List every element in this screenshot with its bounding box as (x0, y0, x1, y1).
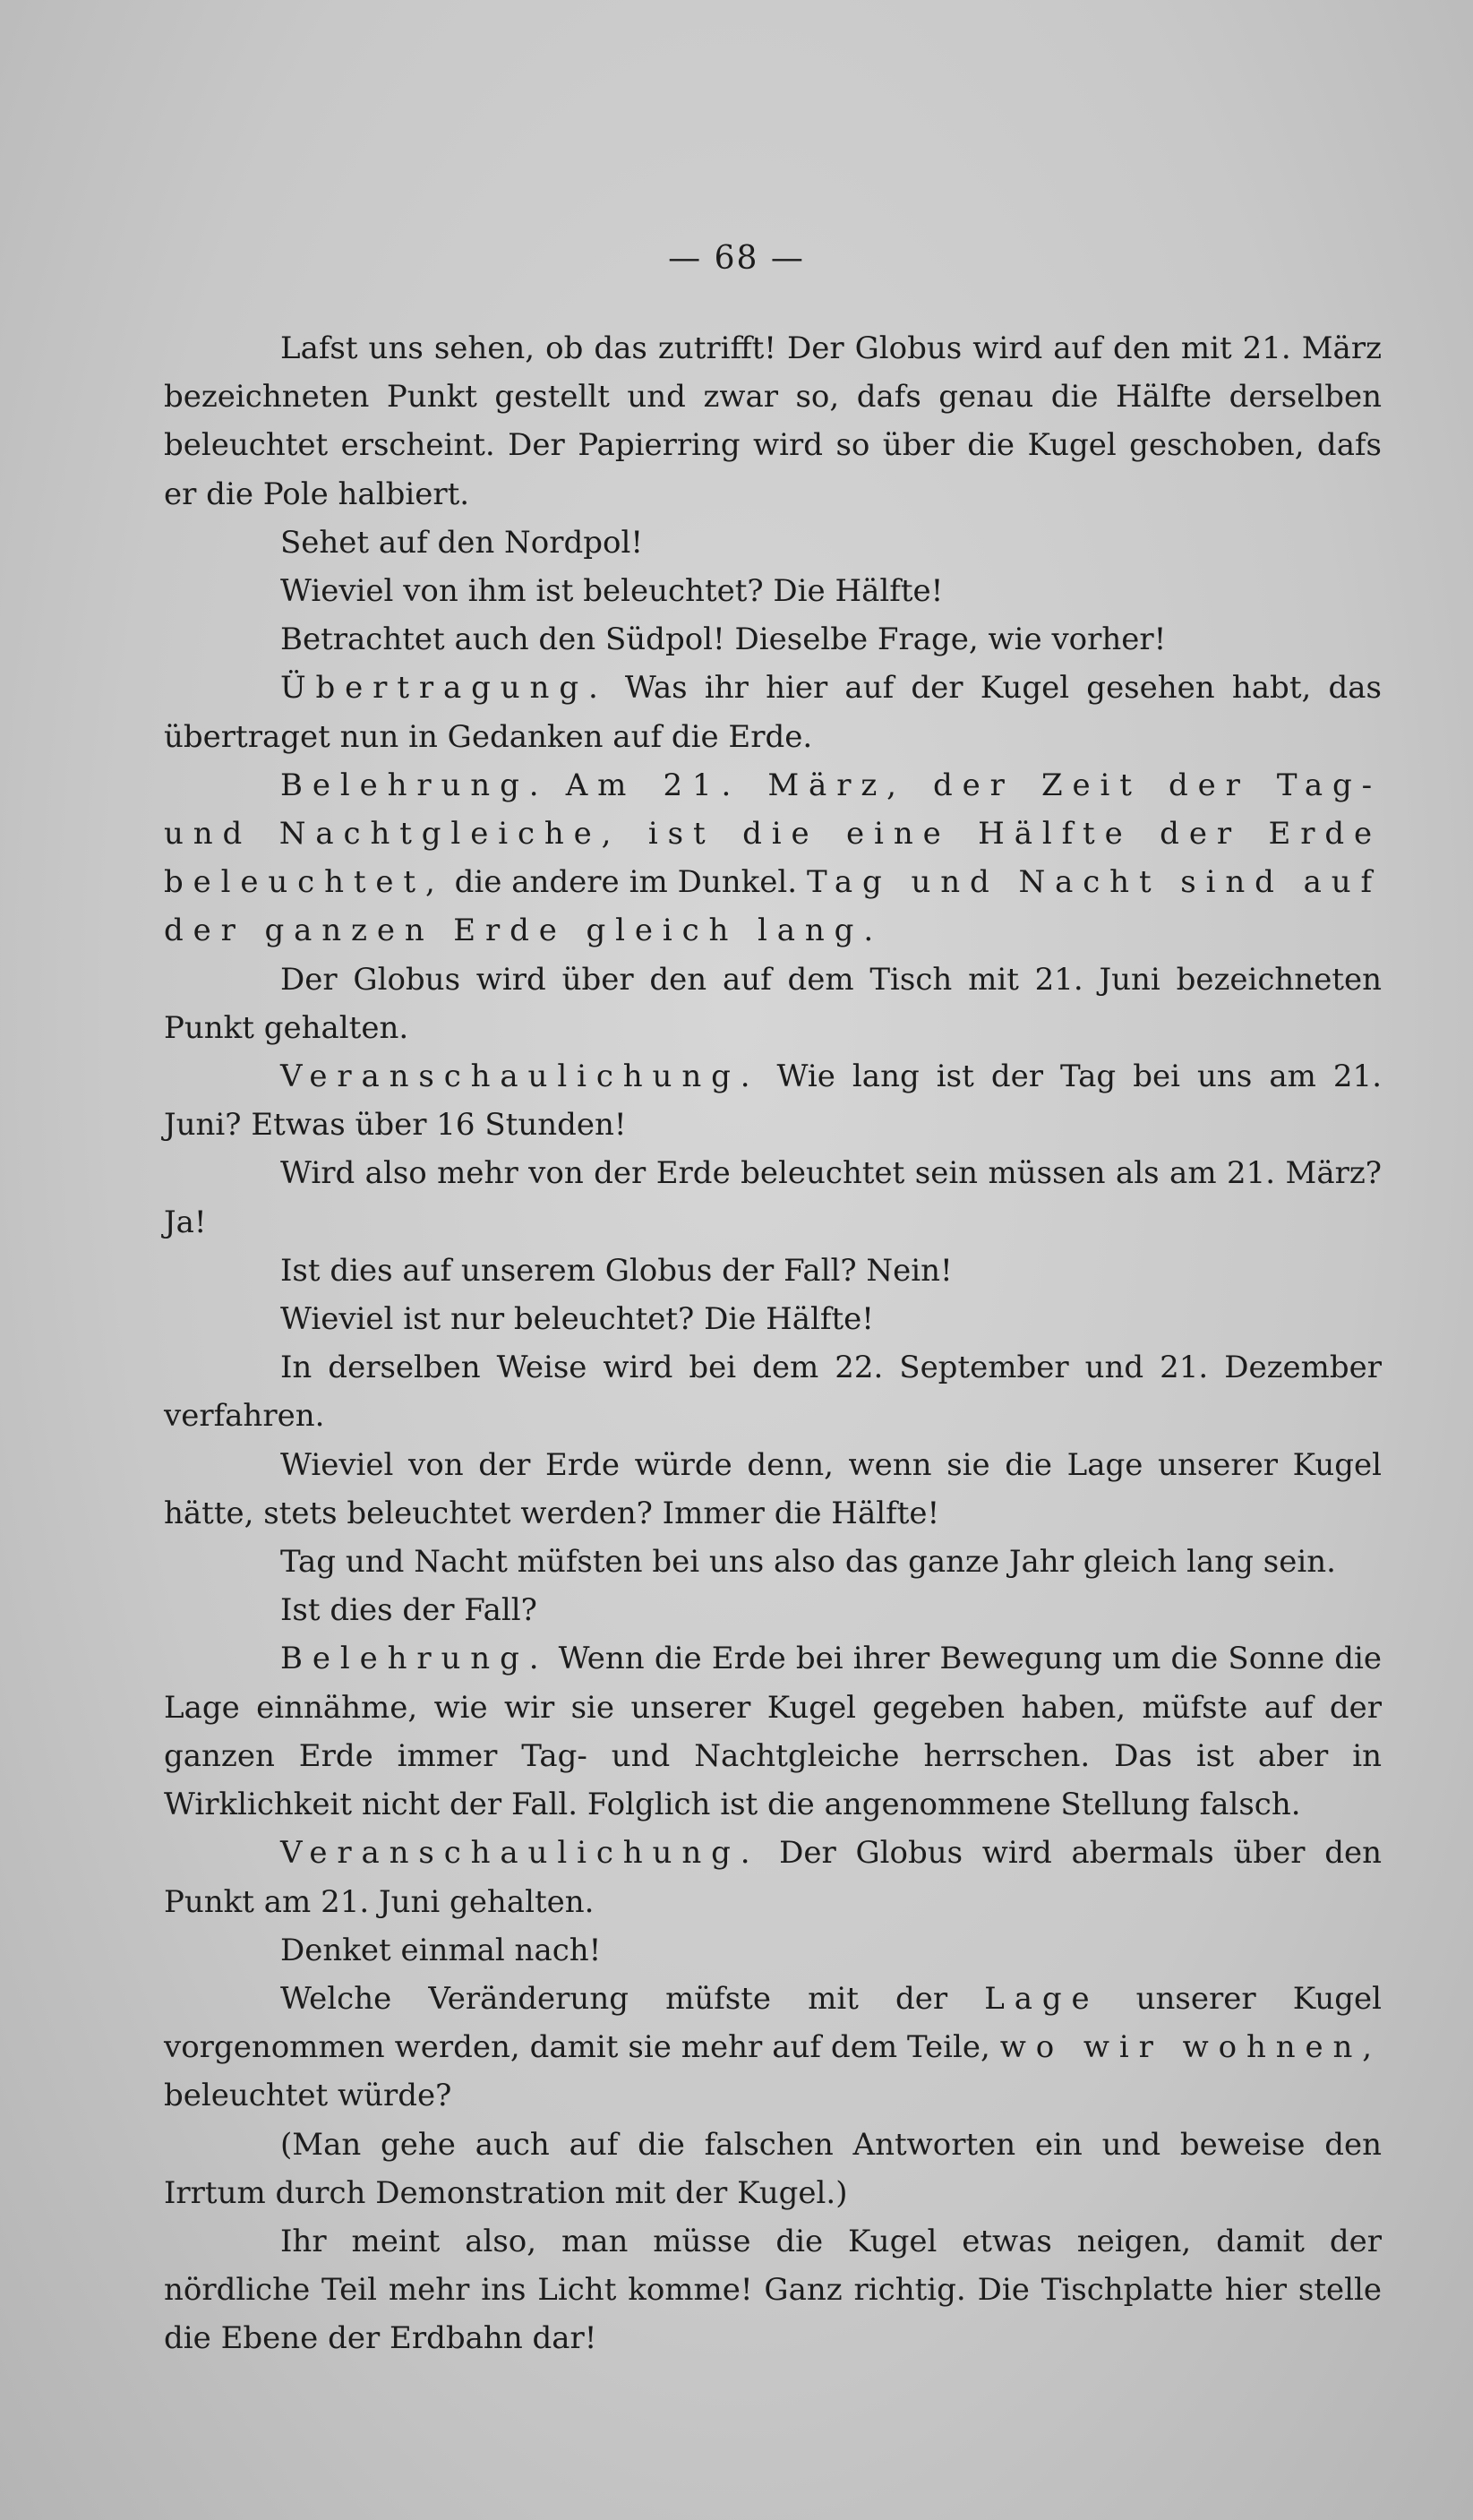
body-text (164, 324, 1382, 2363)
text-run: Der Globus wird abermals über den Punkt am 21. Juni gehalten. (164, 1835, 1382, 1920)
text-run: In derselben Weise wird bei dem 22. September und 21. Dezember verfahren. (164, 1350, 1382, 1435)
spaced-text: Belehrung. (280, 767, 549, 803)
text-run: Wenn die Erde bei ihrer Bewegung um die Sonne die Lage einnähme, wie wir sie unserer Kugel gegeben haben, müfste auf der ganzen Erde immer Tag- und Nachtgleiche herrschen. Das ist aber in Wirklichkeit nicht der Fall. Folglich ist die angenommene Stellung falsch. (164, 1641, 1382, 1823)
paragraph (164, 1926, 1382, 1975)
text-run (548, 767, 565, 803)
paragraph (164, 567, 1382, 615)
paragraph (164, 1441, 1382, 1538)
paragraph (164, 1975, 1382, 2121)
text-run: Der Globus wird über den auf dem Tisch mit 21. Juni bezeichneten Punkt gehalten. (164, 961, 1382, 1046)
paragraph (164, 1295, 1382, 1343)
paragraph (164, 615, 1382, 664)
paragraph (164, 1829, 1382, 1925)
text-run: Was ihr hier auf der Kugel gesehen habt, das übertraget nun in Gedanken auf die Erde. (164, 670, 1382, 755)
paragraph (164, 1634, 1382, 1829)
text-run: die andere im Dunkel. (444, 864, 807, 901)
text-run: Sehet auf den Nordpol! (280, 524, 644, 561)
spaced-text: Übertragung. (280, 670, 608, 707)
spaced-text: Am 21. März, der Zeit der Tag- und Nachtgleiche, ist die eine Hälfte der Erde beleuchtet, (164, 767, 1382, 901)
paragraph (164, 1538, 1382, 1586)
text-run: Wieviel von der Erde würde denn, wenn sie die Lage unserer Kugel hätte, stets beleuchtet werden? Immer die Hälfte! (164, 1446, 1382, 1531)
text-run: Wieviel ist nur beleuchtet? Die Hälfte! (280, 1301, 874, 1338)
spaced-text: Tag und Nacht sind auf der ganzen Erde gleich lang. (164, 864, 1382, 949)
page-number: — 68 — (668, 240, 805, 277)
text-run: Wie lang ist der Tag bei uns am 21. Juni? Etwas über 16 Stunden! (164, 1059, 1382, 1144)
text-run: Wird also mehr von der Erde beleuchtet sein müssen als am 21. März? Ja! (164, 1155, 1382, 1240)
text-run: Betrachtet auch den Südpol! Dieselbe Frage, wie vorher! (280, 621, 1167, 658)
spaced-text: Lage (984, 1980, 1100, 2017)
paragraph (164, 761, 1382, 956)
text-run: beleuchtet würde? (164, 2078, 452, 2114)
spaced-text: Belehrung. (280, 1641, 549, 1677)
spaced-text: Veranschaulichung. (280, 1835, 760, 1872)
text-run: Welche Veränderung müfste mit der (280, 1980, 985, 2017)
paragraph (164, 324, 1382, 519)
text-run: (Man gehe auch auf die falschen Antworten ein und beweise den Irrtum durch Demonstration mit der Kugel.) (164, 2126, 1382, 2211)
paragraph (164, 519, 1382, 567)
paragraph (164, 1586, 1382, 1634)
spaced-text: wo wir wohnen, (999, 2029, 1382, 2066)
paragraph (164, 2121, 1382, 2217)
paragraph (164, 664, 1382, 760)
text-run: Ist dies auf unserem Globus der Fall? Nein! (280, 1252, 953, 1289)
text-run: Wieviel von ihm ist beleuchtet? Die Hälfte! (280, 573, 944, 610)
paragraph (164, 1149, 1382, 1246)
spaced-text: Veranschaulichung. (280, 1059, 760, 1095)
text-run: Tag und Nacht müfsten bei uns also das ganze Jahr gleich lang sein. (280, 1544, 1336, 1581)
paragraph (164, 1343, 1382, 1440)
text-run: Ihr meint also, man müsse die Kugel etwas neigen, damit der nördliche Teil mehr ins Licht komme! Ganz richtig. Die Tischplatte hier stelle die Ebene der Erdbahn dar! (164, 2223, 1382, 2357)
text-run: Denket einmal nach! (280, 1932, 602, 1968)
paragraph (164, 1247, 1382, 1295)
paragraph (164, 956, 1382, 1052)
paragraph (164, 1052, 1382, 1149)
text-run: Lafst uns sehen, ob das zutrifft! Der Globus wird auf den mit 21. März bezeichneten Punkt gestellt und zwar so, dafs genau die Hälfte derselben beleuchtet erscheint. Der Papierring wird so über die Kugel geschoben, dafs er die Pole halbiert. (164, 330, 1382, 512)
paragraph (164, 2217, 1382, 2363)
text-run: unserer Kugel vorgenommen werden, damit sie mehr auf dem Teile, (164, 1980, 1383, 2066)
text-run: Ist dies der Fall? (280, 1592, 537, 1629)
